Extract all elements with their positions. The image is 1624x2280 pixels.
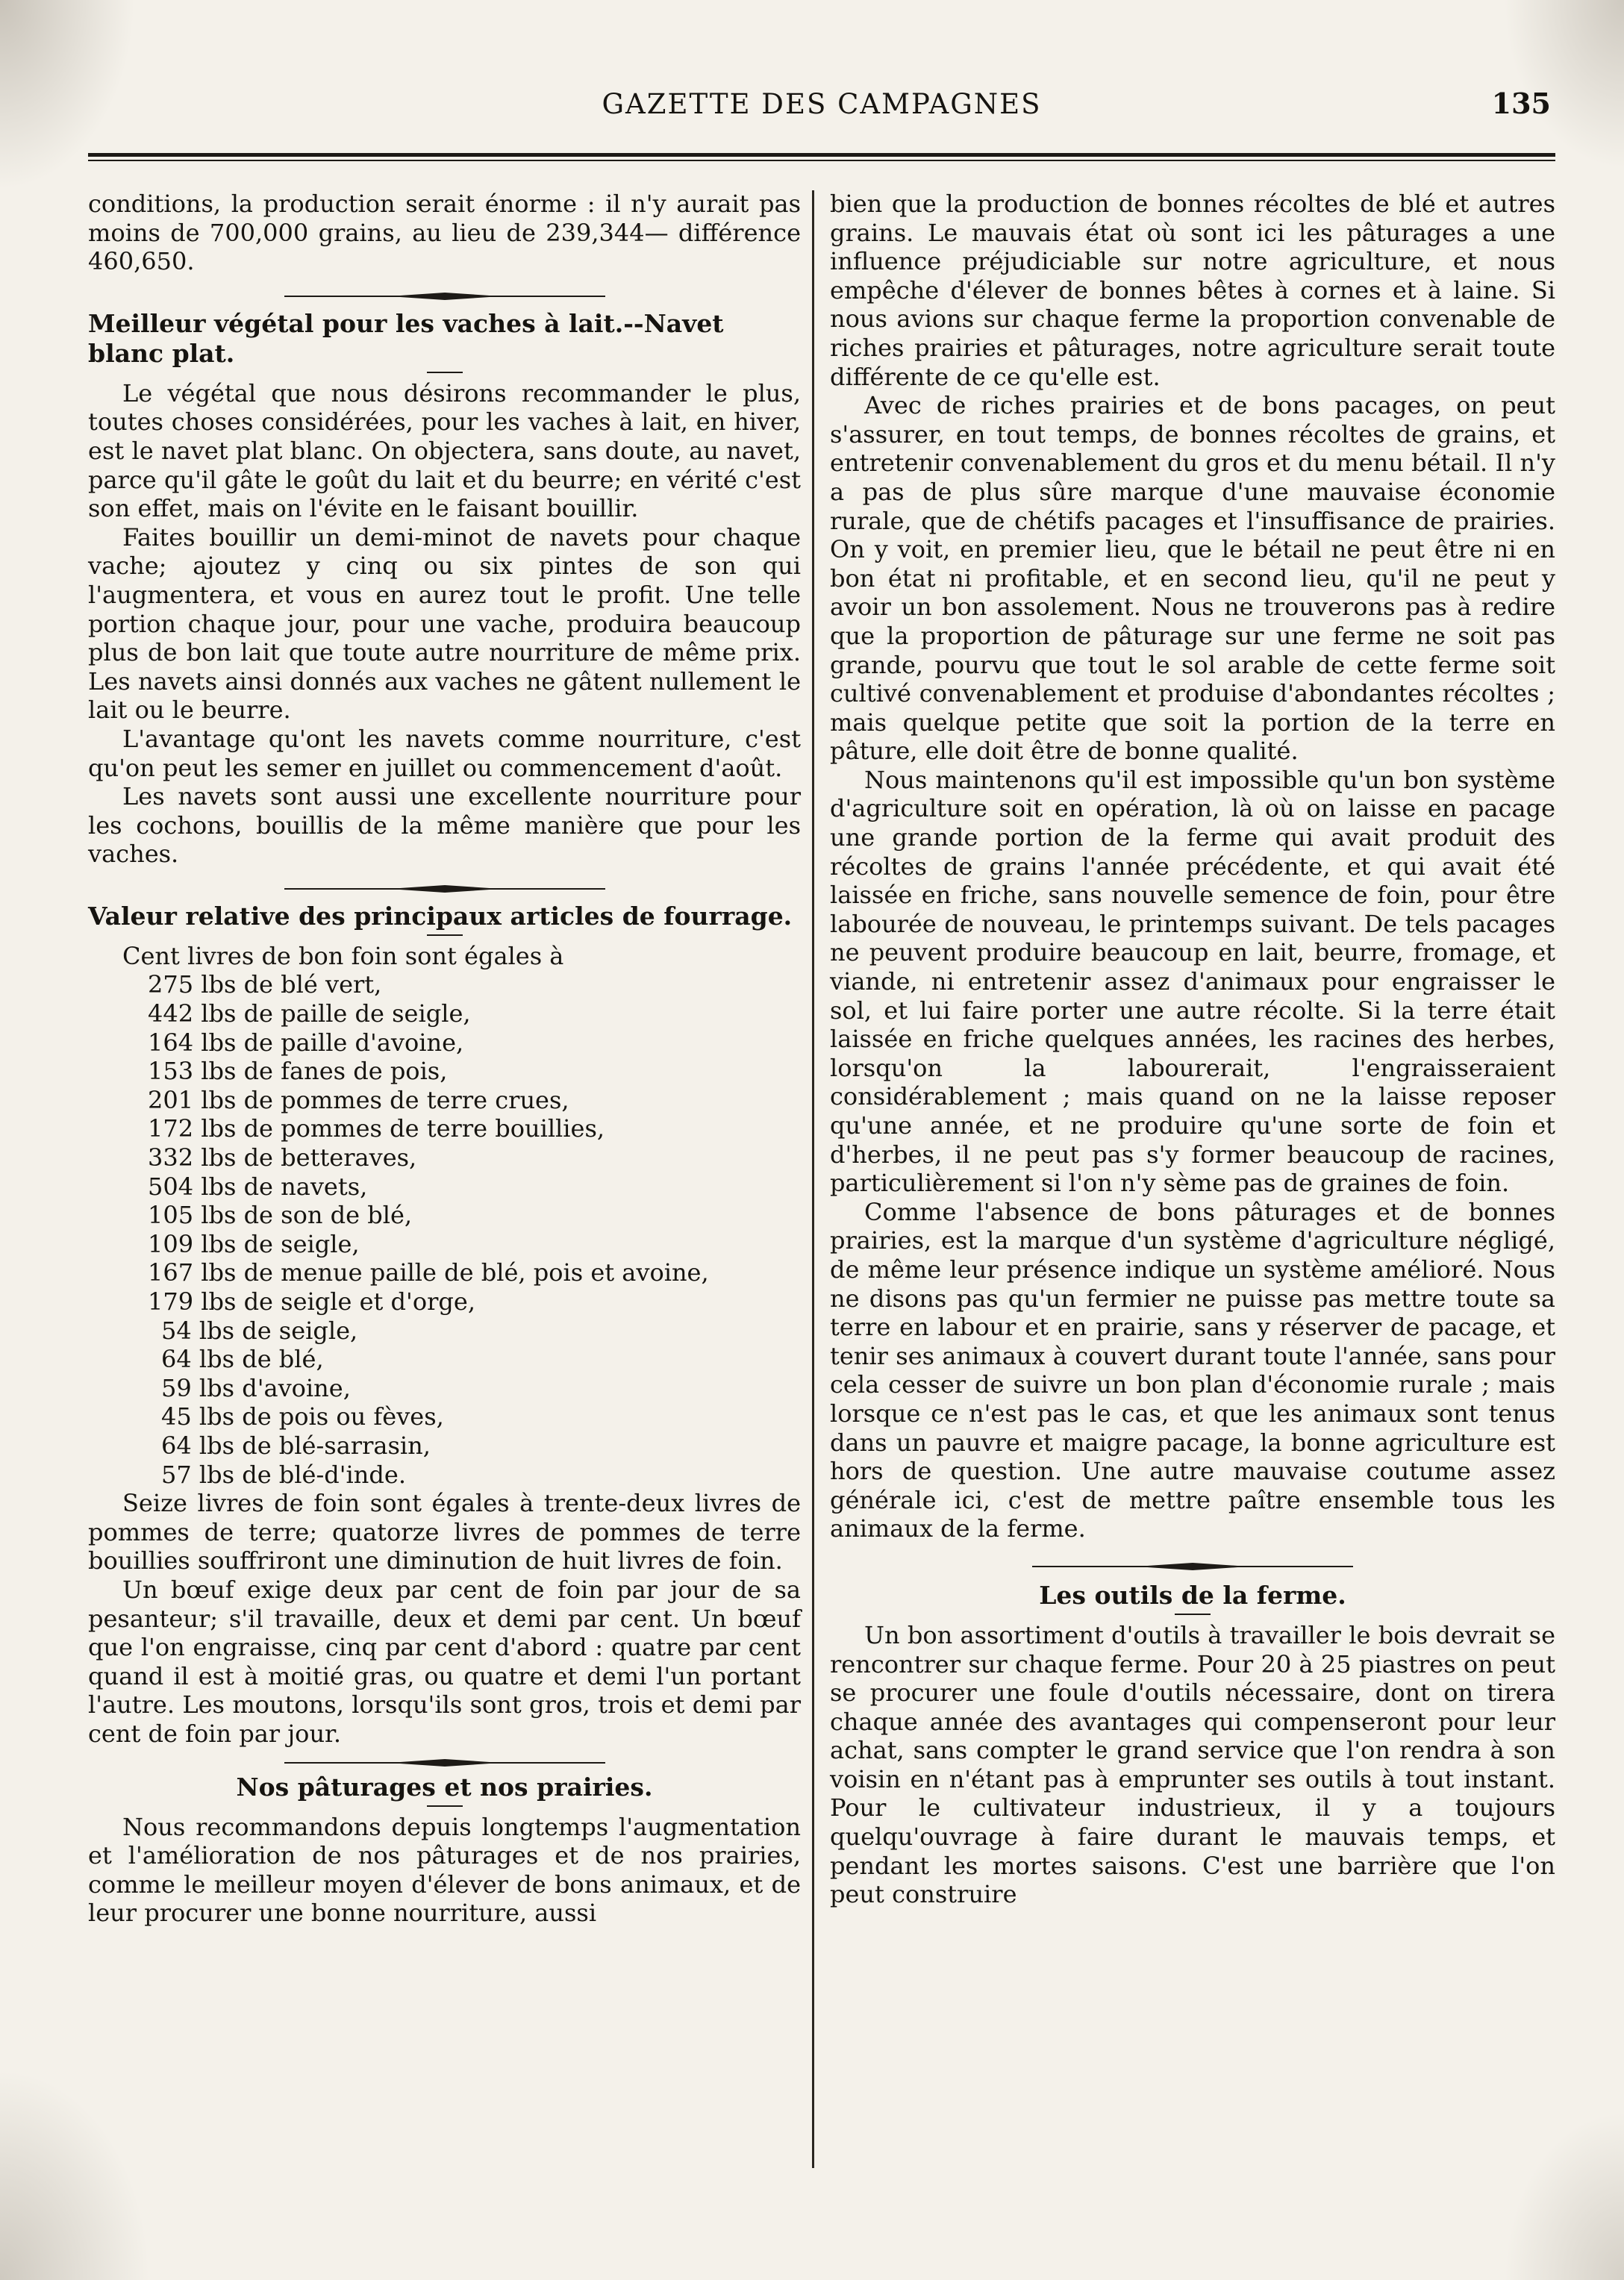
left-column (88, 190, 801, 1928)
section-ornament (284, 293, 605, 300)
list-intro: Cent livres de bon foin sont égales à (122, 941, 564, 970)
list-item: 54 lbs de seigle, (161, 1316, 358, 1345)
list-item: 164 lbs de paille d'avoine, (148, 1028, 464, 1057)
list-item: 105 lbs de son de blé, (148, 1201, 413, 1230)
list-item: 64 lbs de blé, (161, 1345, 324, 1374)
page-header (88, 84, 1555, 128)
paragraph: Nous maintenons qu'il est impossible qu'un bon système d'agriculture soit en opération, là où on laisse en pacage une grande portion de la ferme qui avait produit des récoltes de grains l'année précédente, et qui avait été laissée en friche, sans nouvelle semence de foin, pour être labourée de nouveau, le printemps suivant. De tels pacages ne peuvent produire beaucoup en lait, beurre, fromage, et viande, ni entretenir assez d'animaux pour engraisser le sol, et lui faire porter une autre récolte. Si la terre était laissée en friche quelques années, les racines des herbes, lorsqu'on la labourerait, l'engraisseraient considérablement ; mais quand on ne la laisse reposer qu'une année, et ne produire qu'une sorte de foin et d'herbes, il ne peut pas s'y former beaucoup de racines, particulièrement si l'on n'y sème pas de graines de foin. (830, 765, 1555, 1198)
section-heading-fourrage: Valeur relative des principaux articles de fourrage. (88, 901, 793, 931)
heading-dash (427, 1805, 463, 1807)
heading-dash (427, 372, 463, 373)
paragraph: Un bœuf exige deux par cent de foin par jour de sa pesanteur; s'il travaille, deux et demi par cent. Un bœuf que l'on engraisse, cinq par cent d'abord : quatre par cent quand il est à moitié gras, ou quatre et demi l'un portant l'autre. Les moutons, lorsqu'ils sont gros, trois et demi par cent de foin par jour. (88, 1575, 801, 1748)
paragraph: Faites bouillir un demi-minot de navets pour chaque vache; ajoutez y cinq ou six pintes de son qui l'augmentera, et vous en aurez tout le profit. Une telle portion chaque jour, pour une vache, produira beaucoup plus de bon lait que toute autre nourriture de même prix. Les navets ainsi donnés aux vaches ne gâtent nullement le lait ou le beurre. (88, 522, 801, 725)
section-ornament (284, 1759, 605, 1767)
paragraph: Avec de riches prairies et de bons pacages, on peut s'assurer, en tout temps, de bonnes récoltes de grains, et entretenir convenablement du gros et du menu bétail. Il n'y a pas de plus sûre marque d'une mauvaise économie rurale, que de chétifs pacages et l'insuffisance de prairies. On y voit, en premier lieu, que le bétail ne peut être ni en bon état ni profitable, et en second lieu, qu'il ne peut y avoir un bon assolement. Nous ne trouverons pas à redire que la proportion de pâturage sur une ferme ne soit pas grande, pourvu que tout le sol arable de cette ferme soit cultivé convenablement et produise d'abondantes récoltes ; mais quelque petite que soit la portion de la terre en pâture, elle doit être de bonne qualité. (830, 391, 1555, 766)
paragraph: Un bon assortiment d'outils à travailler le bois devrait se rencontrer sur chaque ferme. Pour 20 à 25 piastres on peut se procurer une foule d'outils nécessaire, dont on tirera chaque année des avantages qui compenseront pour leur achat, sans compter le grand service que l'on rendra à son voisin en n'étant pas à emprunter ses outils à tout instant. Pour le cultivateur industrieux, il y a toujours quelqu'ouvrage à faire durant le mauvais temps, et pendant les mortes saisons. C'est une barrière que l'on peut construire (830, 1620, 1555, 1909)
section-heading-outils: Les outils de la ferme. (1039, 1580, 1346, 1610)
paragraph: Comme l'absence de bons pâturages et de bonnes prairies, est la marque d'un système d'agriculture négligé, de même leur présence indique un système amélioré. Nous ne disons pas qu'un fermier ne puisse pas mettre toute sa terre en labour et en prairie, sans y réserver de pacage, et tenir ses animaux à couvert durant toute l'année, sans pour cela cesser de suivre un bon plan d'économie rurale ; mais lorsque ce n'est pas le cas, et que les animaux sont tenus dans un pauvre et maigre pacage, la bonne agriculture est hors de question. Une autre mauvaise coutume assez générale ici, c'est de mettre paître ensemble tous les animaux de la ferme. (830, 1197, 1555, 1543)
page-number: 135 (1491, 87, 1551, 120)
list-item: 275 lbs de blé vert, (148, 970, 382, 999)
header-rule (88, 153, 1555, 157)
section-heading-paturages: Nos pâturages et nos prairies. (236, 1772, 653, 1802)
publication-title: GAZETTE DES CAMPAGNES (602, 88, 1042, 120)
header-rule-thin (88, 160, 1555, 161)
list-item: 442 lbs de paille de seigle, (148, 999, 471, 1028)
section-ornament (1032, 1563, 1353, 1570)
right-column (830, 190, 1555, 1909)
continued-paragraph: bien que la production de bonnes récoltes de blé et autres grains. Le mauvais état où sont ici les pâturages a une influence préjudiciable sur notre agriculture, et nous empêche d'élever de bonnes bêtes à cornes et à laine. Si nous avions sur chaque ferme la proportion convenable de riches prairies et pâturages, notre agriculture serait toute différente de ce qu'elle est. (830, 190, 1555, 391)
list-item: 45 lbs de pois ou fèves, (161, 1402, 444, 1431)
fodder-list (88, 970, 801, 1489)
list-item: 179 lbs de seigle et d'orge, (148, 1287, 475, 1316)
list-item: 59 lbs d'avoine, (161, 1373, 351, 1402)
paragraph: L'avantage qu'ont les navets comme nourriture, c'est qu'on peut les semer en juillet ou commencement d'août. (88, 724, 801, 782)
list-item: 109 lbs de seigle, (148, 1229, 360, 1258)
list-item: 153 lbs de fanes de pois, (148, 1057, 448, 1086)
heading-dash (427, 934, 463, 936)
list-item: 64 lbs de blé-sarrasin, (161, 1431, 431, 1460)
paragraph: Nous recommandons depuis longtemps l'augmentation et l'amélioration de nos pâturages et de nos prairies, comme le meilleur moyen d'élever de bons animaux, et de leur procurer une bonne nourriture, aussi (88, 1812, 801, 1928)
paragraph: Seize livres de foin sont égales à trente-deux livres de pommes de terre; quatorze livres de pommes de terre bouillies souffriront une diminution de huit livres de foin. (88, 1489, 801, 1575)
heading-dash (1175, 1614, 1211, 1615)
section-heading-navet: Meilleur végétal pour les vaches à lait.--Navet blanc plat. (88, 308, 724, 368)
paragraph: Les navets sont aussi une excellente nourriture pour les cochons, bouillis de la même manière que pour les vaches. (88, 782, 801, 869)
list-item: 57 lbs de blé-d'inde. (161, 1460, 406, 1489)
list-item: 504 lbs de navets, (148, 1172, 368, 1201)
section-ornament (284, 885, 605, 893)
list-item: 167 lbs de menue paille de blé, pois et avoine, (148, 1258, 709, 1287)
list-item: 332 lbs de betteraves, (148, 1143, 417, 1172)
list-item: 201 lbs de pommes de terre crues, (148, 1085, 569, 1114)
continued-paragraph: conditions, la production serait énorme : il n'y aurait pas moins de 700,000 grains, au lieu de 239,344— différence 460,650. (88, 190, 801, 276)
list-item: 172 lbs de pommes de terre bouillies, (148, 1114, 605, 1143)
paragraph: Le végétal que nous désirons recommander le plus, toutes choses considérées, pour les vaches à lait, en hiver, est le navet plat blanc. On objectera, sans doute, au navet, parce qu'il gâte le goût du lait et du beurre; en vérité c'est son effet, mais on l'évite en le faisant bouillir. (88, 378, 801, 523)
column-separator (812, 190, 814, 2168)
